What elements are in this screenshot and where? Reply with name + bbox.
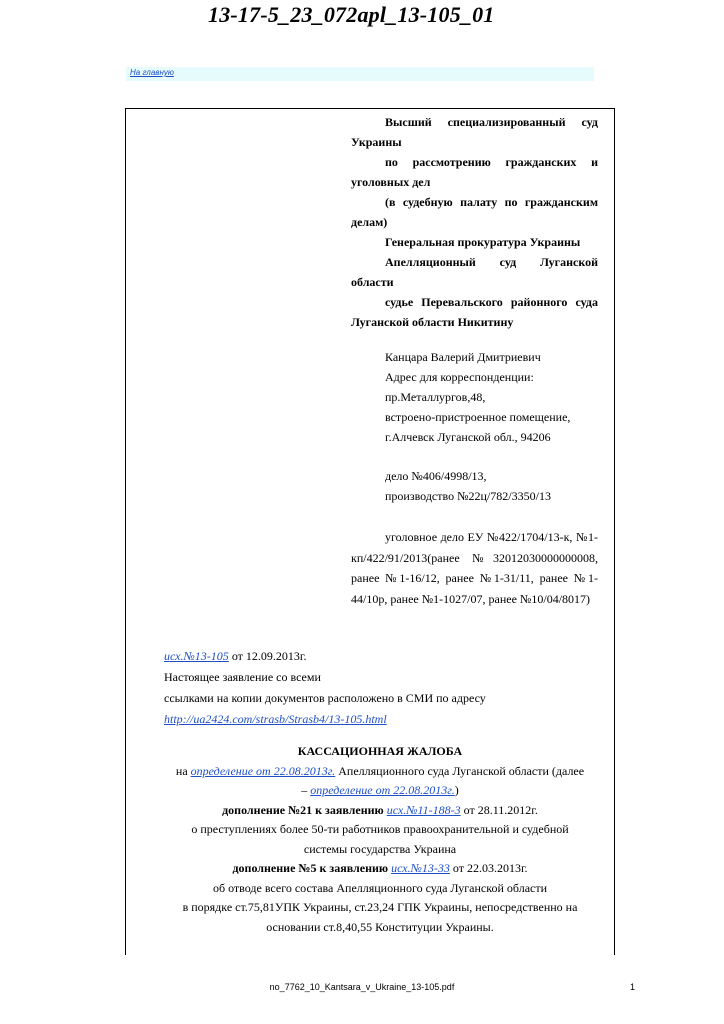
addressee-line: Генеральная прокуратура Украины	[385, 235, 581, 249]
document-title: 13-17-5_23_072apl_13-105_01	[208, 2, 495, 27]
case-line: дело №406/4998/13,	[385, 469, 487, 483]
sender-line: встроено-пристроенное помещение,	[385, 410, 571, 424]
nav-bar	[126, 67, 594, 81]
addressee-line: (в судебную палату по гражданским делам)	[351, 195, 598, 229]
complaint-block	[160, 742, 600, 937]
addressee-line: по рассмотрению гражданских и уголовных дел	[351, 155, 598, 189]
sender-block	[351, 347, 598, 447]
outgoing-url-line	[164, 709, 604, 730]
complaint-line: в порядке ст.75,81УПК Украины, ст.23,24 ГПК Украины, непосредственно на	[182, 900, 578, 914]
outgoing-ref-line	[164, 646, 604, 667]
case-number-block	[351, 466, 598, 506]
addressee-line: судье Перевальского районного суда Луганской области Никитину	[351, 295, 598, 329]
addressee-block	[351, 112, 598, 332]
ruling-link[interactable]: определение от 22.08.2013г.	[310, 783, 455, 797]
footer-filename: no_7762_10_Kantsara_v_Ukraine_13-105.pdf	[269, 982, 455, 992]
outgoing-reference-block	[164, 646, 604, 730]
complaint-text: от 28.11.2012г.	[460, 802, 538, 817]
sender-line: Канцара Валерий Дмитриевич	[385, 350, 541, 364]
complaint-line: о преступлениях более 50-ти работников правоохранительной и судебной	[191, 822, 569, 836]
sender-line: пр.Металлургов,48,	[385, 390, 486, 404]
statement-link[interactable]: исх.№11-188-3	[386, 802, 461, 817]
ruling-link[interactable]: определение от 22.08.2013г.	[190, 763, 336, 778]
complaint-line	[160, 781, 600, 801]
outgoing-line: ссылками на копии документов расположено в СМИ по адресу	[164, 691, 486, 705]
addressee-line: Апелляционный суд Луганской области	[351, 255, 598, 289]
addressee-line: Высший специализированный суд Украины	[351, 115, 598, 149]
complaint-text: )	[454, 783, 459, 797]
criminal-case-block	[351, 527, 598, 609]
complaint-line: основании ст.8,40,55 Конституции Украины.	[266, 919, 494, 934]
sender-line: Адрес для корреспонденции:	[385, 370, 534, 384]
case-line: производство №22ц/782/3350/13	[385, 489, 551, 503]
sender-line: г.Алчевск Луганской обл., 94206	[385, 430, 551, 444]
complaint-text: Апелляционного суда Луганской области (далее	[335, 763, 585, 778]
media-url-link[interactable]: http://ua2424.com/strasb/Strasb4/13-105.html	[164, 712, 387, 726]
complaint-text: от 22.03.2013г.	[449, 861, 528, 875]
outgoing-line: Настоящее заявление со всеми	[164, 670, 321, 684]
addendum-label: дополнение №21 к заявлению	[222, 802, 387, 817]
outgoing-ref-date: от 12.09.2013г.	[228, 649, 307, 663]
complaint-heading: КАССАЦИОННАЯ ЖАЛОБА	[297, 744, 463, 758]
complaint-text: на	[175, 763, 191, 778]
home-link[interactable]: На главную	[130, 68, 174, 77]
complaint-line: об отводе всего состава Апелляционного суда Луганской области	[212, 880, 548, 895]
complaint-line	[160, 859, 600, 879]
outgoing-ref-link[interactable]: исх.№13-105	[164, 649, 229, 663]
complaint-line	[160, 762, 600, 782]
complaint-text: –	[301, 783, 311, 797]
criminal-case-text: уголовное дело ЕУ №422/1704/13-к, №1-кп/422/91/2013(ранее №32012030000000008, ранее №1-16/12, ранее №1-31/11, ранее №1-44/10р, ранее №1-1027/07, ранее №10/04/8017)	[351, 530, 598, 606]
complaint-line	[160, 801, 600, 821]
statement-link[interactable]: исх.№13-33	[391, 861, 450, 875]
footer-page-number: 1	[630, 982, 636, 992]
complaint-line: системы государства Украина	[303, 841, 457, 856]
addendum-label: дополнение №5 к заявлению	[232, 861, 392, 875]
